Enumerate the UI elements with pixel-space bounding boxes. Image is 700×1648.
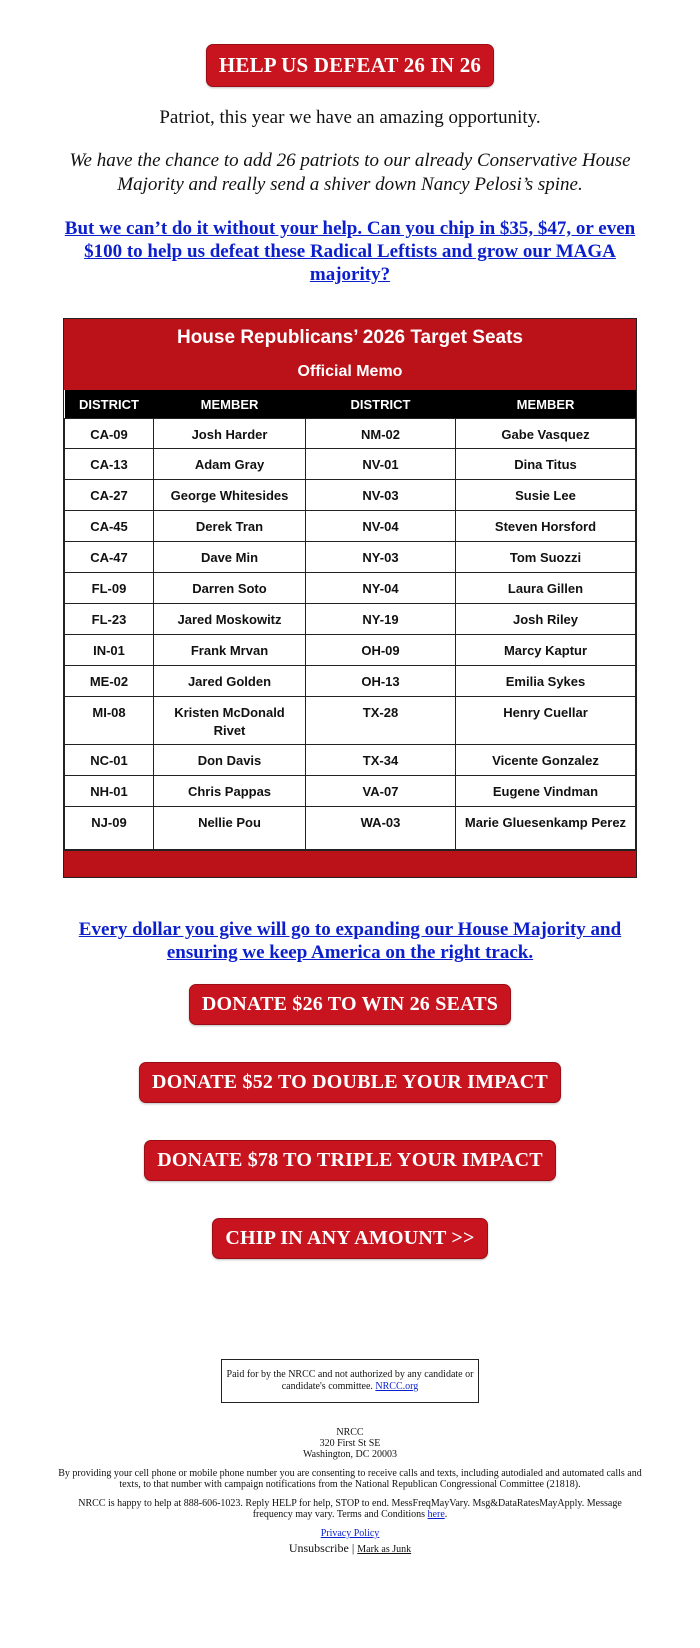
district-cell: NV-04 [306, 511, 456, 542]
every-dollar-link[interactable]: Every dollar you give will go to expanding our House Majority and ensuring we keep America on the right track. [78, 919, 622, 963]
district-cell: MI-08 [65, 697, 154, 745]
member-cell: Josh Riley [456, 604, 636, 635]
top-cta-row [0, 0, 700, 87]
table-header-row [65, 390, 636, 419]
district-cell: NY-03 [306, 542, 456, 573]
member-cell: Dave Min [154, 542, 306, 573]
intro-italic-text: We have the chance to add 26 patriots to our already Conservative House Majority and really send a shiver down Nancy Pelosi’s spine. [69, 150, 631, 195]
target-seats-memo [63, 318, 637, 878]
memo-subtitle: Official Memo [297, 363, 403, 380]
target-seats-table [64, 390, 636, 850]
member-cell: Jared Moskowitz [154, 604, 306, 635]
member-cell: Gabe Vasquez [456, 419, 636, 449]
help-text: NRCC is happy to help at 888-606-1023. Reply HELP for help, STOP to end. MessFreqMayVary. Msg&DataRatesMayApply. Message frequency may vary. Terms and Conditions [78, 1498, 622, 1520]
donate-52-button[interactable]: DONATE $52 TO DOUBLE YOUR IMPACT [139, 1062, 561, 1103]
member-cell: Emilia Sykes [456, 666, 636, 697]
chip-in-link[interactable]: But we can’t do it without your help. Can you chip in $35, $47, or even $100 to help us defeat these Radical Leftists and grow our MAGA majority? [64, 218, 636, 285]
table-row [65, 480, 636, 511]
member-cell: Eugene Vindman [456, 776, 636, 807]
district-cell: NV-03 [306, 480, 456, 511]
district-cell: TX-34 [306, 745, 456, 776]
donate-26-button[interactable]: DONATE $26 TO WIN 26 SEATS [189, 984, 511, 1025]
member-cell: Kristen McDonald Rivet [154, 697, 306, 745]
member-cell: Derek Tran [154, 511, 306, 542]
member-cell: Marcy Kaptur [456, 635, 636, 666]
member-cell: Nellie Pou [154, 807, 306, 850]
district-cell: NJ-09 [65, 807, 154, 850]
member-cell: Adam Gray [154, 449, 306, 480]
member-cell: Dina Titus [456, 449, 636, 480]
table-row [65, 635, 636, 666]
member-cell: Jared Golden [154, 666, 306, 697]
member-cell: Susie Lee [456, 480, 636, 511]
privacy-row [0, 1528, 700, 1539]
district-cell: NV-01 [306, 449, 456, 480]
district-cell: FL-23 [65, 604, 154, 635]
donate-row-2 [0, 1062, 700, 1103]
period: . [444, 1509, 448, 1520]
table-row [65, 666, 636, 697]
member-cell: Darren Soto [154, 573, 306, 604]
member-cell: George Whitesides [154, 480, 306, 511]
city-address: Washington, DC 20003 [303, 1449, 397, 1460]
chip-in-paragraph [60, 217, 640, 286]
privacy-policy-link[interactable]: Privacy Policy [320, 1528, 380, 1539]
donate-row-1 [0, 984, 700, 1025]
district-cell: OH-09 [306, 635, 456, 666]
mailing-address [0, 1427, 700, 1460]
member-cell: Josh Harder [154, 419, 306, 449]
paid-for-disclaimer [221, 1359, 479, 1403]
memo-header [64, 319, 636, 390]
district-cell: NH-01 [65, 776, 154, 807]
member-cell: Tom Suozzi [456, 542, 636, 573]
column-header-district: DISTRICT [306, 390, 456, 419]
district-cell: VA-07 [306, 776, 456, 807]
table-row [65, 449, 636, 480]
district-cell: CA-45 [65, 511, 154, 542]
street-address: 320 First St SE [319, 1438, 381, 1449]
donate-row-3 [0, 1140, 700, 1181]
memo-title: House Republicans’ 2026 Target Seats [176, 327, 523, 348]
separator: | [351, 1541, 355, 1555]
donate-row-4 [0, 1218, 700, 1259]
terms-here-link[interactable]: here [427, 1509, 445, 1520]
fine-print [58, 1468, 643, 1520]
district-cell: IN-01 [65, 635, 154, 666]
donate-78-button[interactable]: DONATE $78 TO TRIPLE YOUR IMPACT [144, 1140, 556, 1181]
table-row [65, 419, 636, 449]
table-row [65, 776, 636, 807]
every-dollar-paragraph [60, 918, 640, 964]
district-cell: CA-09 [65, 419, 154, 449]
district-cell: ME-02 [65, 666, 154, 697]
org-name: NRCC [336, 1427, 364, 1438]
table-body [65, 419, 636, 850]
table-row [65, 573, 636, 604]
mark-as-junk-link[interactable]: Mark as Junk [357, 1544, 412, 1555]
table-row [65, 604, 636, 635]
member-cell: Chris Pappas [154, 776, 306, 807]
member-cell: Henry Cuellar [456, 697, 636, 745]
unsubscribe-link[interactable]: Unsubscribe [288, 1541, 349, 1555]
district-cell: TX-28 [306, 697, 456, 745]
district-cell: CA-13 [65, 449, 154, 480]
consent-text: By providing your cell phone or mobile phone number you are consenting to receive calls and texts, including autodialed and automated calls and texts, to that number with campaign notifications from the National Republican Congressional Committee (21818). [58, 1468, 642, 1490]
table-row [65, 745, 636, 776]
table-row [65, 697, 636, 745]
member-cell: Vicente Gonzalez [456, 745, 636, 776]
table-row [65, 542, 636, 573]
column-header-district: DISTRICT [65, 390, 154, 419]
district-cell: OH-13 [306, 666, 456, 697]
district-cell: NY-19 [306, 604, 456, 635]
district-cell: FL-09 [65, 573, 154, 604]
chip-in-any-amount-button[interactable]: CHIP IN ANY AMOUNT >> [212, 1218, 487, 1259]
district-cell: NM-02 [306, 419, 456, 449]
column-header-member: MEMBER [456, 390, 636, 419]
district-cell: CA-27 [65, 480, 154, 511]
help-text-paragraph [58, 1498, 643, 1520]
nrcc-link[interactable]: NRCC.org [375, 1381, 419, 1392]
member-cell: Laura Gillen [456, 573, 636, 604]
paid-for-text: Paid for by the NRCC and not authorized by any candidate or candidate's committee. [226, 1369, 474, 1392]
district-cell: WA-03 [306, 807, 456, 850]
unsubscribe-row [0, 1541, 700, 1556]
member-cell: Marie Gluesenkamp Perez [456, 807, 636, 850]
help-defeat-button[interactable]: HELP US DEFEAT 26 IN 26 [206, 44, 494, 87]
table-row [65, 807, 636, 850]
intro-text: Patriot, this year we have an amazing opportunity. [159, 107, 541, 128]
district-cell: NC-01 [65, 745, 154, 776]
memo-footer-bar [64, 850, 636, 877]
district-cell: NY-04 [306, 573, 456, 604]
district-cell: CA-47 [65, 542, 154, 573]
member-cell: Steven Horsford [456, 511, 636, 542]
member-cell: Frank Mrvan [154, 635, 306, 666]
table-row [65, 511, 636, 542]
column-header-member: MEMBER [154, 390, 306, 419]
member-cell: Don Davis [154, 745, 306, 776]
